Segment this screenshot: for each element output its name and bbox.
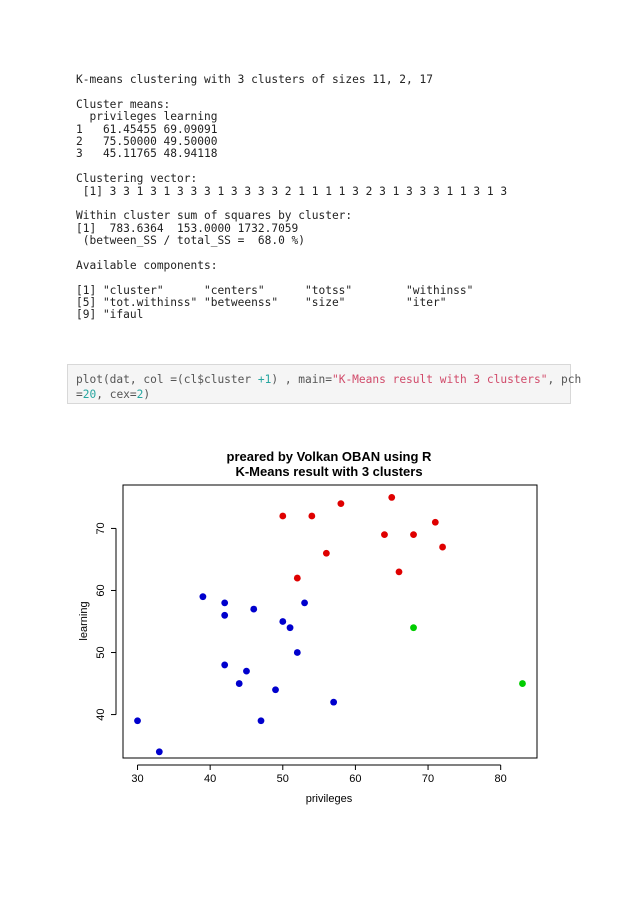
code-token: , pch <box>547 373 582 386</box>
plot-frame <box>123 485 537 758</box>
output-line: privileges learning <box>76 110 218 124</box>
data-point <box>279 618 286 625</box>
data-points <box>134 494 526 755</box>
data-point <box>519 680 526 687</box>
code-token: +1 <box>257 373 272 386</box>
data-point <box>243 668 250 675</box>
code-line-1 <box>76 372 582 387</box>
output-line: [9] "ifaul <box>76 308 144 322</box>
output-line: (between_SS / total_SS = 68.0 %) <box>76 234 306 248</box>
y-tick-label: 70 <box>95 522 107 535</box>
data-point <box>410 531 417 538</box>
y-axis <box>95 522 116 720</box>
data-point <box>221 662 228 669</box>
output-line: [1] "cluster" "centers" "totss" "withinss" <box>76 283 474 297</box>
code-token: 2 <box>136 388 144 401</box>
x-tick-label: 40 <box>204 773 217 785</box>
data-point <box>337 500 344 507</box>
data-point <box>381 531 388 538</box>
x-tick-label: 60 <box>349 773 362 785</box>
blank-line <box>76 272 596 284</box>
data-point <box>236 680 243 687</box>
output-line: K-means clustering with 3 clusters of sizes 11, 2, 17 <box>76 73 433 86</box>
output-line: [1] 783.6364 153.0000 1732.7059 <box>76 221 299 235</box>
output-line: 3 45.11765 48.94118 <box>76 147 218 161</box>
data-point <box>221 612 228 619</box>
output-line: 2 75.50000 49.50000 <box>76 134 218 148</box>
chart-subtitle: K-Means result with 3 clusters <box>235 464 423 479</box>
data-point <box>439 544 446 551</box>
output-line: [5] "tot.withinss" "betweenss" "size" "iter" <box>76 296 447 310</box>
blank-line <box>76 86 596 98</box>
data-point <box>221 599 228 606</box>
data-point <box>330 699 337 706</box>
code-token: ) <box>143 388 151 401</box>
code-token: , cex= <box>96 388 137 401</box>
x-tick-label: 30 <box>131 773 144 785</box>
data-point <box>199 593 206 600</box>
y-tick-label: 60 <box>95 584 107 597</box>
y-tick-label: 40 <box>95 708 107 721</box>
data-point <box>272 686 279 693</box>
x-tick-label: 80 <box>494 773 507 785</box>
code-block <box>67 364 582 404</box>
code-token: "K-Means result with 3 clusters" <box>331 373 548 386</box>
y-axis-label: learning <box>78 601 90 641</box>
chart-title: preared by Volkan OBAN using R <box>226 449 432 464</box>
y-tick-label: 50 <box>95 646 107 659</box>
data-point <box>134 717 141 724</box>
data-point <box>156 748 163 755</box>
code-token: plot(dat, col =(cl$cluster <box>76 373 258 386</box>
code-token: 20 <box>82 388 97 401</box>
data-point <box>294 575 301 582</box>
code-token: ) , main= <box>271 373 332 386</box>
console-output <box>76 74 596 322</box>
x-tick-label: 50 <box>276 773 289 785</box>
x-axis-label: privileges <box>305 793 353 805</box>
data-point <box>301 599 308 606</box>
data-point <box>410 624 417 631</box>
output-line: 1 61.45455 69.09091 <box>76 122 218 136</box>
data-point <box>258 717 265 724</box>
data-point <box>287 624 294 631</box>
output-line: Within cluster sum of squares by cluster: <box>76 209 353 223</box>
data-point <box>396 568 403 575</box>
data-point <box>308 513 315 520</box>
code-token: = <box>76 388 83 401</box>
output-line: Available components: <box>76 258 218 272</box>
code-line-2 <box>76 387 562 402</box>
data-point <box>250 606 257 613</box>
chart-svg <box>70 440 560 812</box>
blank-line <box>76 247 596 259</box>
output-line: [1] 3 3 1 3 1 3 3 3 1 3 3 3 3 2 1 1 1 1 3 2 3 1 3 3 3 1 1 3 1 3 <box>76 184 508 198</box>
output-line: Cluster means: <box>76 97 171 111</box>
scatter-chart <box>70 440 560 812</box>
output-line: Clustering vector: <box>76 172 198 186</box>
x-tick-label: 70 <box>421 773 435 785</box>
x-axis <box>131 765 506 785</box>
data-point <box>279 513 286 520</box>
data-point <box>388 494 395 501</box>
data-point <box>294 649 301 656</box>
data-point <box>323 550 330 557</box>
data-point <box>432 519 439 526</box>
